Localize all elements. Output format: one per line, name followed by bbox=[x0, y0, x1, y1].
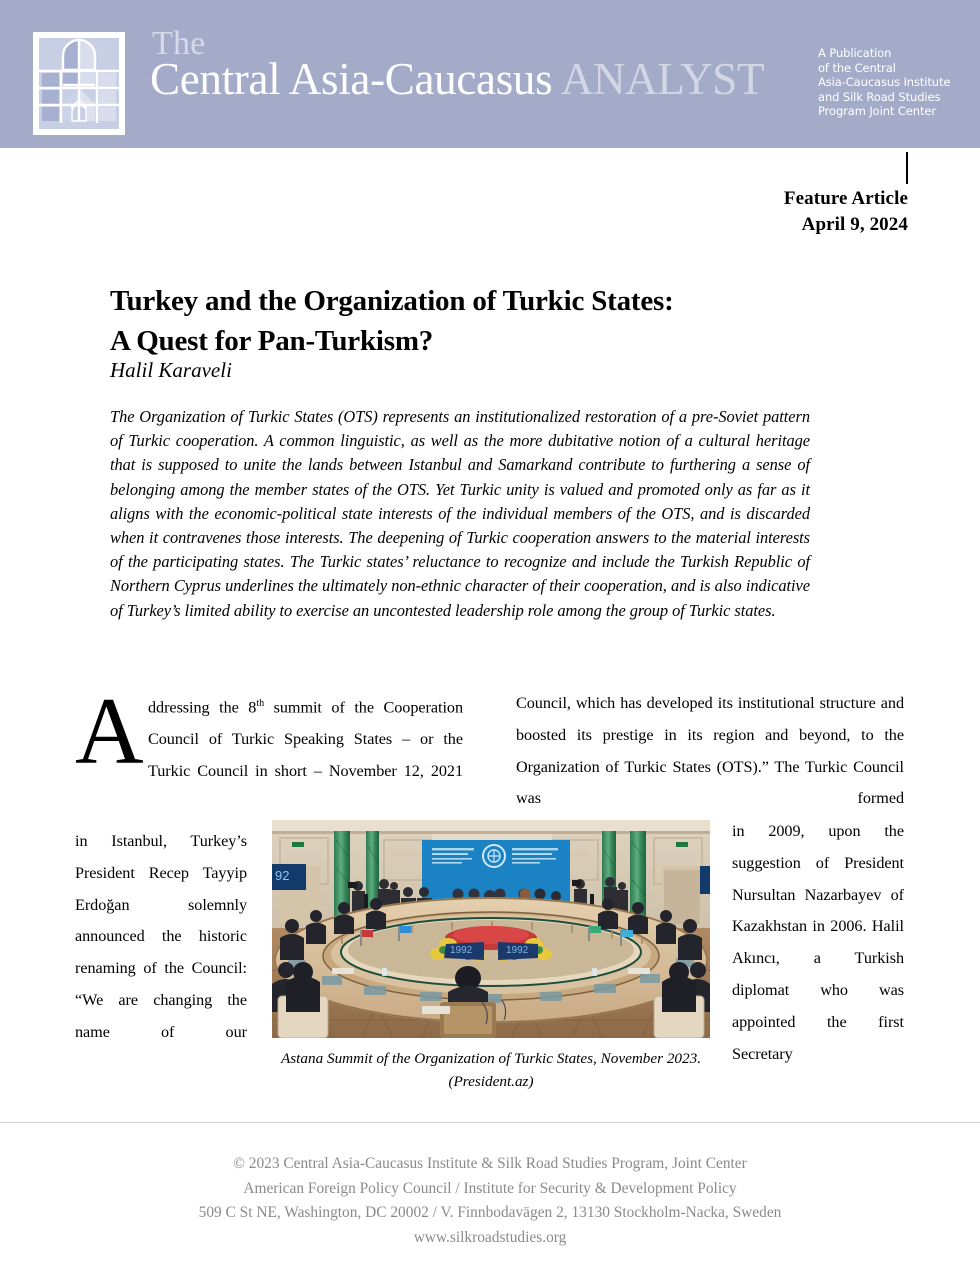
publication-note-line: Asia-Caucasus Institute bbox=[818, 75, 951, 90]
feature-marker-rule bbox=[906, 152, 908, 184]
page-footer bbox=[0, 1152, 980, 1250]
publication-note-line: Program Joint Center bbox=[818, 104, 936, 119]
article-figure bbox=[272, 820, 710, 1093]
publication-note-line: of the Central bbox=[818, 60, 896, 75]
page-title-line-2: A Quest for Pan-Turkism? bbox=[110, 325, 434, 358]
footer-address: 509 C St NE, Washington, DC 20002 / V. Finnbodavägen 2, 13130 Stockholm-Nacka, Sweden bbox=[198, 1204, 782, 1222]
masthead-banner bbox=[0, 0, 980, 148]
publication-note bbox=[818, 46, 950, 119]
journal-logo bbox=[33, 32, 125, 135]
body-column-left: in Istanbul, Turkey’s President Recep Tayyip Erdoğan solemnly announced the historic renaming of the Council: “We are changing the name of our bbox=[75, 832, 247, 1041]
figure-caption: Astana Summit of the Organization of Turkic States, November 2023. (President.az) bbox=[280, 1050, 702, 1090]
feature-article-date: April 9, 2024 bbox=[801, 214, 908, 235]
summit-photo-graphic bbox=[272, 820, 710, 1038]
masthead-title bbox=[150, 27, 764, 102]
body-left-opening: ddressing the 8th summit of the Cooperation Council of Turkic Speaking States – or the Turkic Council in short – November 12, 2021 bbox=[148, 698, 463, 780]
publication-note-line: and Silk Road Studies bbox=[818, 89, 941, 104]
masthead-title-analyst: ANALYST bbox=[560, 54, 765, 104]
footer-divider bbox=[0, 1122, 980, 1123]
footer-website[interactable]: www.silkroadstudies.org bbox=[413, 1228, 567, 1246]
footer-affiliation: American Foreign Policy Council / Institute for Security & Development Policy bbox=[243, 1179, 737, 1197]
feature-article-block bbox=[784, 186, 908, 238]
arched-window-logo-icon bbox=[39, 38, 119, 129]
masthead-title-central: Central Asia-Caucasus bbox=[150, 54, 561, 104]
article-abstract: The Organization of Turkic States (OTS) represents an institutionalized restoration of a pre-Soviet pattern of Turkic cooperation. A common linguistic, as well as the more dubitative notion of a cultural heritage that is supposed to unite the lands between Istanbul and Samarkand contribute to furthering a sense of belonging among the member states of the OTS. Yet Turkic unity is valued and promoted only as far as it aligns with the economic-political state interests of the individual members of the OTS, and is discarded when it contravenes those interests. The deepening of Turkic cooperation answers to the material interests of the participating states. The Turkic states’ reluctance to recognize and include the Turkish Republic of Northern Cyprus underlines the ultimately non-ethnic character of their cooperation, and is also indicative of Turkey’s limited ability to exercise an uncontested leadership role among the group of Turkic states. bbox=[110, 407, 810, 620]
svg-text:92: 92 bbox=[275, 868, 290, 883]
footer-copyright: © 2023 Central Asia-Caucasus Institute & Silk Road Studies Program, Joint Center bbox=[233, 1155, 747, 1172]
dropcap-letter: A bbox=[75, 678, 144, 784]
masthead-title-the: The bbox=[152, 25, 206, 62]
article-author: Halil Karaveli bbox=[110, 358, 232, 382]
page-title-line-1: Turkey and the Organization of Turkic States: bbox=[110, 285, 674, 318]
body-column-right: in 2009, upon the suggestion of President Nursultan Nazarbayev of Kazakhstan in 2006. Halil Akıncı, a Turkish diplomat who was appointed the first Secretary bbox=[732, 822, 904, 1063]
page-title bbox=[110, 281, 850, 361]
body-right-opening: Council, which has developed its institutional structure and boosted its prestige in its region and beyond, to the Organization of Turkic States (OTS).” The Turkic Council was formed bbox=[516, 694, 904, 808]
svg-text:1992: 1992 bbox=[506, 945, 529, 956]
feature-article-label: Feature Article bbox=[783, 188, 908, 209]
masthead-title-main bbox=[150, 54, 765, 104]
publication-note-line: A Publication bbox=[818, 46, 892, 60]
svg-text:1992: 1992 bbox=[450, 945, 473, 956]
summit-photo bbox=[272, 820, 710, 1038]
